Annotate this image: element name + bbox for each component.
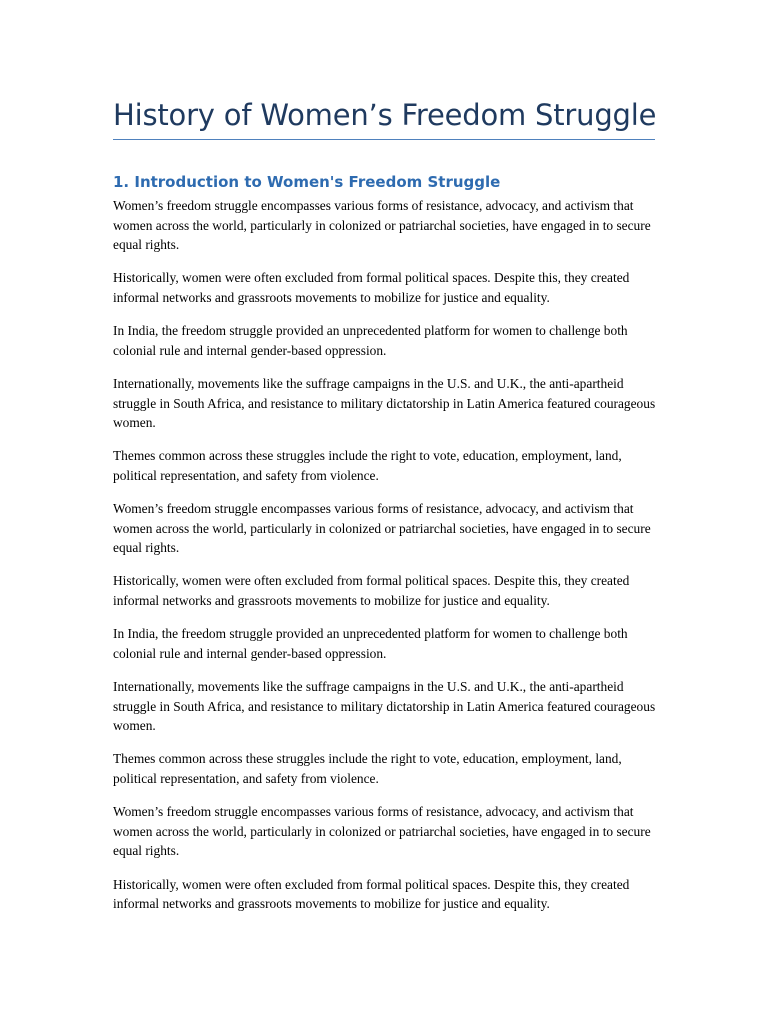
body-paragraph: In India, the freedom struggle provided an unprecedented platform for women to challenge both colonial rule and internal gender-based oppression. <box>113 626 628 661</box>
body-paragraph: Internationally, movements like the suffrage campaigns in the U.S. and U.K., the anti-apartheid struggle in South Africa, and resistance to military dictatorship in Latin America featured courageous women. <box>113 375 656 431</box>
body-paragraph: In India, the freedom struggle provided an unprecedented platform for women to challenge both colonial rule and internal gender-based oppression. <box>113 323 628 358</box>
body-paragraph: Historically, women were often excluded from formal political spaces. Despite this, they created informal networks and grassroots movements to mobilize for justice and equality. <box>113 876 630 912</box>
body-paragraph: Women’s freedom struggle encompasses various forms of resistance, advocacy, and activism that women across the world, particularly in colonized or patriarchal societies, have engaged in to secure equal rights. <box>113 501 651 556</box>
body-paragraph: Historically, women were often excluded from formal political spaces. Despite this, they created informal networks and grassroots movements to mobilize for justice and equality. <box>113 573 630 609</box>
section-body <box>113 196 656 927</box>
body-paragraph: Themes common across these struggles include the right to vote, education, employment, land, political representation, and safety from violence. <box>113 448 622 483</box>
body-paragraph: Women’s freedom struggle encompasses various forms of resistance, advocacy, and activism that women across the world, particularly in colonized or patriarchal societies, have engaged in to secure equal rights. <box>113 198 651 253</box>
title-underline-rule <box>113 139 655 140</box>
body-paragraph: Internationally, movements like the suffrage campaigns in the U.S. and U.K., the anti-apartheid struggle in South Africa, and resistance to military dictatorship in Latin America featured courageous women. <box>113 679 656 734</box>
body-paragraph: Historically, women were often excluded from formal political spaces. Despite this, they created informal networks and grassroots movements to mobilize for justice and equality. <box>113 270 630 305</box>
body-paragraph: Women’s freedom struggle encompasses various forms of resistance, advocacy, and activism that women across the world, particularly in colonized or patriarchal societies, have engaged in to secure equal rights. <box>113 804 651 859</box>
body-paragraph: Themes common across these struggles include the right to vote, education, employment, land, political representation, and safety from violence. <box>113 751 622 786</box>
section-heading: 1. Introduction to Women's Freedom Struggle <box>113 173 501 191</box>
document-title: History of Women’s Freedom Struggle <box>113 98 657 132</box>
